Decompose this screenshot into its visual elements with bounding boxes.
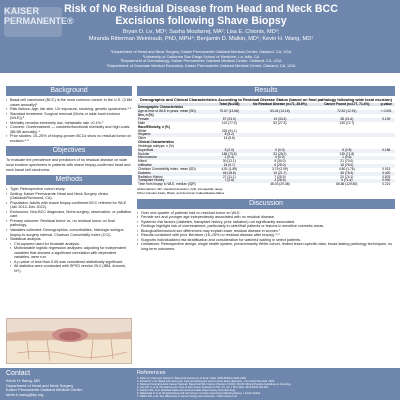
table-cell: 0 (0.0) <box>275 147 285 152</box>
discussion-item: ▪ Limitations: Retrospective design, single health system, predominantly White cohort, limited lesion-specific data, broad-lasting pathology techniques, no long-term outcomes. <box>137 242 395 251</box>
skin-cross-section-illustration <box>6 318 132 364</box>
background-item: ▪ Mortality remains extremely low; metastatic rate <0.1%.¹ <box>6 121 132 126</box>
methods-item: ▪ A p-value of less than 0.05 was considered statistically significant. <box>6 260 132 265</box>
table-column-header: No Residual Disease (n=71, 28.6%) <box>253 101 307 106</box>
table-cell: Age at time of WLE in years, mean (SD) <box>138 109 196 114</box>
table-cell: 6 (25.0) <box>274 163 286 168</box>
background-item: ▪ Basal cell carcinoma (BCC) is the most common cancer in the U.S. (3.6M cases annually)¹ <box>6 98 132 107</box>
contact-section <box>6 370 132 397</box>
table-cell: 0.013 <box>382 166 391 171</box>
table-cell: 0.221 <box>382 182 391 187</box>
methods-item: ▪ Type: Retrospective cohort study. <box>6 187 132 192</box>
table-cell: Male <box>138 120 146 125</box>
reference-item: 1. Rubin AI, Chen EH, Ratner D. Basal-cell carcinoma. N Engl J Med. 2005;353(21):2262-2269. <box>137 377 247 380</box>
table-cell: Nodular <box>138 151 150 156</box>
discussion-item: ▪ Results consistent with prior literature (15–25% no residual disease after biopsy).⁵·⁶ <box>137 233 395 238</box>
table-cell: 3.79 (2.09) <box>272 166 288 171</box>
table-cell: 52 (27.3) <box>273 120 287 125</box>
table-cell: 57 (23.0) <box>222 116 236 121</box>
reference-item: 3. National Comprehensive Cancer Network. Basal Cell Skin Cancer (Version 2.2024). NCCN Clinical Practice Guidelines in Oncology. <box>137 383 292 387</box>
table-cell: 10 (21.7) <box>273 170 287 175</box>
discussion-item: ▪ Systemic risk factors (diabetes, transplant history, prior radiation) not significantly associated. <box>137 220 395 225</box>
table-cell: 226 (91.1) <box>221 128 237 133</box>
methods-item: ▪ All statistics were conducted with SPSS version 25.0 (IBM, Armonk, NY). <box>6 264 132 273</box>
table-cell: Sex, n (%) <box>138 113 154 118</box>
methods-item: ▪ Variables collected: Demographics, comorbidities, histologic subtype, biopsy-to-surgery interval, Charlson Comorbidity Index (CCI). <box>6 228 132 237</box>
results-table <box>137 103 395 188</box>
table-cell: 27 (11.1) <box>222 174 236 179</box>
table-column-header: Cancer Found (n=177, 71.4%) <box>324 101 370 106</box>
references-section <box>137 370 395 398</box>
table-cell: 4.80 (1.76) <box>338 166 355 171</box>
table-cell: Infiltrative <box>138 163 152 168</box>
reference-item: 2. Kamath P, et al. Basal cell carcinoma: what dermatologists need to know about diagnosis. J Am Acad Dermatol. 2023. <box>137 380 275 384</box>
table-column-header: Total (N=248) <box>219 101 240 106</box>
table-cell: 72.62 (12.91) <box>337 109 357 114</box>
objectives-text: To evaluate the prevalence and predictors of no residual disease on wide local excision specimens in patients with shave biopsy-confirmed head and neck basal cell carcinoma. <box>6 158 131 172</box>
reference-item: 7. Dabbs DN, et al. Sex differences in cancer biology and outcomes. J Natl Cancer Inst. <box>137 395 238 399</box>
table-cell: 21 (70.0) <box>340 159 354 164</box>
reference-item: 4. Guy GP Jr, et al. Prevalence and costs of skin cancer treatment in the U.S. Am J Prev Med. 2015;48(2):183-187. <box>137 386 269 390</box>
table-note: Other includes Asian, Black, and American Indian/Alaska Native <box>137 190 225 195</box>
table-cell: 70.67 (13.66) <box>219 109 239 114</box>
contact-org: Kaiser Permanente Oakland Medical Center <box>6 387 83 393</box>
logo-mark <box>4 7 62 37</box>
table-cell: 0.876 <box>382 174 391 179</box>
table-cell: 139 (72.7) <box>339 120 355 125</box>
poster-title: Risk of No Residual Disease from Head and Neck BCC Excisions following Shave Biopsy <box>64 3 338 27</box>
table-cell: 5 (2.0) <box>224 147 234 152</box>
table-cell: 9 (30.0) <box>274 159 286 164</box>
discussion-heading: Discussion <box>137 199 395 209</box>
table-cell: 2 (28.6) <box>274 178 286 183</box>
contact-name: Kevin H. Wang, MD <box>6 378 41 383</box>
table-cell: 30 (12.1) <box>222 159 236 164</box>
table-cell: Transplant History <box>138 178 165 183</box>
table-cell: Diabetes <box>138 170 151 175</box>
poster-header <box>0 0 400 73</box>
logo-text-top: KAISER <box>4 6 40 16</box>
table-cell: 36 (78.3) <box>340 170 354 175</box>
background-item: ▪ Risk factors: Age, fair skin, UV exposure, smoking, genetic syndromes.¹·² <box>6 107 132 112</box>
table-cell: 188 (75.8) <box>221 151 237 156</box>
table-cell: Other <box>138 136 147 141</box>
table-cell: 1 (0.4) <box>224 155 234 160</box>
table-cell: 46 (18.6) <box>222 170 236 175</box>
reference-item: 6. Nakatsuka S, et al. Residual basal cell carcinoma in excision specimens following biopsy. J Cutan Pathol. <box>137 392 261 396</box>
discussion-item: ▪ Supports individualized risk stratification and consideration for watchful waiting in select patients. <box>137 238 395 243</box>
table-cell: Female <box>138 116 149 121</box>
methods-heading: Methods <box>6 175 132 185</box>
table-cell: Clinical Characteristics <box>138 140 174 145</box>
discussion-list <box>137 211 395 252</box>
table-cell: Race/Ethnicity, n (%) <box>138 124 170 129</box>
author-list <box>60 29 342 42</box>
table-cell: 38 (21.6) <box>340 116 354 121</box>
methods-item: ▪ Exclusions: Non-BCC diagnoses, Mohs surgery, observation, or palliative care. <box>6 210 132 219</box>
table-cell: 0.420 <box>382 170 391 175</box>
methods-section <box>6 175 132 273</box>
references-heading: References <box>137 370 166 376</box>
table-cell: Mixed <box>138 159 147 164</box>
affiliation-line: ³Department of Dermatology, Kaiser Permanente Oakland Medical Center, Oakland, CA, USA <box>120 58 282 64</box>
table-cell: 1 (0.6) <box>342 155 352 160</box>
objectives-section <box>6 146 132 172</box>
table-cell: Radiation History <box>138 174 163 179</box>
affiliation-line: ⁴Department of Graduate Medical Education, Kaiser Permanente Oakland Medical Center, Oakland, CA, USA <box>106 62 296 68</box>
left-column <box>6 86 132 274</box>
results-heading: Results <box>137 86 395 96</box>
table-cell: 53 (28.2) <box>273 151 287 156</box>
contact-heading: Contact <box>6 370 31 377</box>
background-section <box>6 86 132 143</box>
authors-line-1: Bryan D. Le, MD¹; Sasha Moufarrej, MA²; Lisa E. Chionis, MD³; <box>122 29 280 35</box>
background-heading: Background <box>6 86 132 96</box>
authors-line-2: Miranda Ritterman Weintraub, PhD, MPH⁴; Benjamin D. Malkin, MD⁵; Kevin H. Wang, MD¹ <box>88 35 314 42</box>
table-cell: White <box>138 128 147 133</box>
table-cell: 65.86 (129.80) <box>336 182 358 187</box>
table-cell: 0 (0.0) <box>275 155 285 160</box>
contact-dept: Department of Head and Neck Surgery <box>6 382 74 388</box>
methods-item: ▪ Statistical analysis <box>6 237 132 242</box>
table-cell: 20 (74.1) <box>340 174 354 179</box>
discussion-section <box>137 199 395 252</box>
methods-item: ▪ Multivariable logistic regression analyses: adjusting for independent variables that showed a significant correlation with dependent variables, were run. <box>6 246 132 260</box>
table-cell: 18 (75.0) <box>340 163 354 168</box>
table-title: Demographic and Clinical Characteristics According to Residual Disease Status (based on final pathology following wide local excision) <box>140 97 392 102</box>
table-cell: 191 (77.0) <box>221 120 237 125</box>
affiliation-line: ²University of California San Diego School of Medicine, La Jolla, CA <box>142 53 260 59</box>
table-cell: Demographic Characteristics <box>138 105 184 110</box>
discussion-item: ▪ Female sex and younger age independently associated with no residual disease. <box>137 215 395 220</box>
table-cell: 7 (2.8) <box>224 178 234 183</box>
results-section <box>137 86 395 196</box>
table-cell: Histologic subtype, n (%) <box>138 143 174 148</box>
discussion-item: ▪ Findings highlight risk of overtreatment, particularly in older/frail patients or lesions in sensitive cosmetic areas. <box>137 224 395 229</box>
table-cell: 7 (25.9) <box>274 174 286 179</box>
affiliations <box>60 50 342 68</box>
table-cell: 24 (9.7) <box>223 163 235 168</box>
affiliation-line: ¹Department of Head and Neck Surgery, Kaiser Permanente Oakland Medical Center, Oakland, CA, USA <box>110 49 292 54</box>
table-cell: < 0.001 <box>380 109 392 114</box>
table-cell: Hispanic <box>138 132 151 137</box>
table-cell: 0.109 <box>382 116 391 121</box>
discussion-item: ▪ Biological/behavioral sex differences may explain lower residual disease in women.⁷ <box>137 229 395 234</box>
methods-item: ▪ Population: Adults with shave biopsy-confirmed BCC referred for WLE (Jan 2012–Dec 2022). <box>6 201 132 210</box>
methods-item: ▪ Setting: Kaiser Permanente Head and Neck Surgery clinics (Oakland/Richmond, CA). <box>6 192 132 201</box>
table-cell: 46.03 (29.48) <box>270 182 290 187</box>
reference-item: 5. Swetter SM, et al. Residual basal cell carcinoma after shave biopsy. Dermatol Surg. <box>137 389 236 393</box>
discussion-item: ▪ Over one-quarter of patients had no residual tumor on WLE. <box>137 211 395 216</box>
table-cell: Charlson Comorbidity Index, mean (SD) <box>138 166 196 171</box>
table-cell: 4.51 (1.89) <box>221 166 238 171</box>
methods-list <box>6 187 132 273</box>
background-item: ▪ Prior studies: 15–25% of biopsy-proven BCCs show no residual tumor on excision.⁵·⁶ <box>6 134 132 143</box>
background-item: ▪ Standard treatment: Surgical removal (Mohs or wide local excision (WLE)).³ <box>6 112 132 121</box>
table-column-header: p-value <box>380 101 392 106</box>
table-notes <box>137 188 395 195</box>
table-cell: 0.992 <box>382 178 391 183</box>
table-cell: Micronodular <box>138 155 157 160</box>
table-cell: 8 (3.2) <box>224 132 234 137</box>
background-item: ▪ Concern: Overtreatment — cosmetic/functional morbidity and high costs ($6.5B annually).⁴ <box>6 125 132 134</box>
table-cell: 19 (33.3) <box>273 116 287 121</box>
table-cell: Time from biopsy to WLE, median (IQR) <box>138 182 196 187</box>
skin-illustration-svg <box>7 319 132 364</box>
table-cell: 135 (71.8) <box>339 151 355 156</box>
right-column <box>137 86 395 251</box>
background-list <box>6 98 132 143</box>
table-cell: 5 (71.4) <box>341 178 353 183</box>
table-cell: 5 (2.8) <box>342 147 352 152</box>
references-list <box>137 377 395 398</box>
methods-item: ▪ Primary outcome: Residual tumor vs. no residual tumor on final pathology. <box>6 219 132 228</box>
table-body <box>137 106 395 187</box>
contact-email[interactable]: kevin.h.wang@kp.org <box>6 391 44 397</box>
methods-item: ▪ Chi-squared used for bivariate analysis. <box>6 242 132 247</box>
logo-text-bottom: PERMANENTE® <box>4 16 74 26</box>
objectives-heading: Objectives <box>6 146 132 156</box>
table-cell: 14 (5.6) <box>223 136 235 141</box>
table-cell: 0.166 <box>382 147 391 152</box>
table-note: Abbreviations: SD, standard deviation; IQR, interquartile range <box>137 187 223 192</box>
table-cell: 63.44 (14.16) <box>270 109 290 114</box>
table-cell: Superficial <box>138 147 154 152</box>
